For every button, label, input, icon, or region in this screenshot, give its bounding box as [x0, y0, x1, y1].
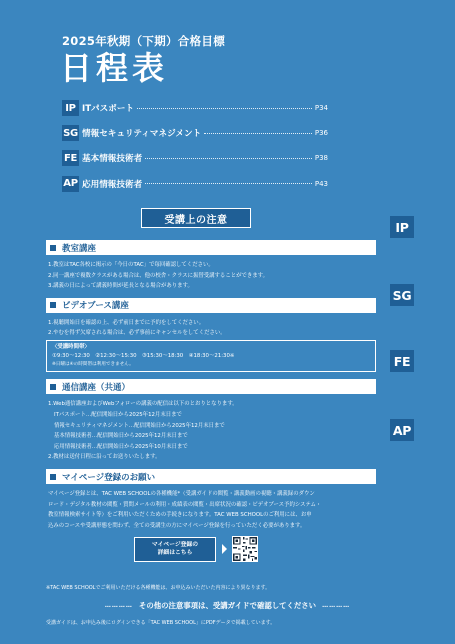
time-slot-box: [46, 340, 376, 373]
section-title: マイページ登録のお願い: [62, 472, 156, 483]
toc-code-badge: FE: [62, 150, 79, 166]
body-line: 基本情報技術者…配信開始日から2025年12月末日まで: [54, 433, 188, 440]
toc-page-number: P43: [314, 179, 328, 188]
body-line: ロード・デジタル教材の閲覧・質問メールの利用・成績表の閲覧・出席状況の確認・ビデオブース予約システム・: [48, 501, 322, 508]
section-header-videobooth: [46, 298, 376, 313]
toc-code-badge: AP: [62, 176, 79, 192]
toc-label: ITパスポート: [82, 104, 135, 114]
toc-label: 応用情報技術者: [82, 179, 143, 190]
toc-label: 情報セキュリティマネジメント: [82, 129, 202, 140]
button-label-line: マイページ登録の: [151, 542, 199, 549]
section-header-distance: [46, 379, 376, 394]
time-slot-list: ①9:30～12:30 ②12:30～15:30 ③15:30～18:30 ④18:30～21:30※: [52, 352, 235, 359]
time-slot-note: ※日曜は④の時間帯は利用できません。: [52, 361, 134, 367]
toc-item-ap[interactable]: [62, 174, 328, 194]
section-title: 通信講座（共通）: [62, 382, 131, 393]
toc-leader-dots: [204, 133, 312, 134]
side-tab-fe[interactable]: FE: [390, 350, 414, 372]
square-bullet-icon: [50, 384, 56, 390]
body-line: ITパスポート…配信開始日から2025年12月末日まで: [54, 412, 182, 419]
body-line: 2.教材は送付日程に沿ってお送りいたします。: [48, 454, 161, 461]
page-title: 日程表: [60, 49, 169, 87]
footer-notice-text: その他の注意事項は、受講ガイドで確認してください: [138, 601, 317, 610]
body-line: 応用情報技術者…配信開始日から2025年10月末日まで: [54, 443, 188, 450]
body-line: 1.視聴開始日を確認の上、必ず前日までに予約をしてください。: [48, 319, 205, 326]
body-line: 教室情報検索サイト等）をご利用いただくための手続きになります。TAC WEB SCHOOLのご利用には、お申: [48, 512, 312, 519]
section-header-mypage: [46, 469, 376, 484]
toc-item-sg[interactable]: [62, 123, 328, 143]
arrow-right-icon: [222, 544, 227, 554]
side-tab-ip[interactable]: IP: [390, 216, 414, 238]
time-slot-title: 〈受講時間帯〉: [52, 343, 90, 350]
toc-item-fe[interactable]: [62, 148, 328, 168]
leader-dots: …………: [322, 602, 351, 609]
mypage-link-row: [46, 536, 376, 562]
side-tab-sg[interactable]: SG: [390, 284, 414, 306]
section-title: 教室講座: [62, 243, 97, 254]
notice-content: [46, 240, 376, 562]
body-line: 3.講義の日によって講義時間が延長となる場合があります。: [48, 283, 193, 290]
toc-code-badge: IP: [62, 100, 79, 116]
page-subtitle: 2025年秋期（下期）合格目標: [62, 34, 226, 48]
toc-leader-dots: [145, 158, 312, 159]
toc-leader-dots: [137, 108, 312, 109]
notice-heading-box: 受講上の注意: [141, 208, 251, 228]
button-label-line: 詳細はこちら: [157, 550, 193, 557]
square-bullet-icon: [50, 245, 56, 251]
body-line: 込みのコースや受講形態を問わず、全ての受講生の方にマイページ登録を行っていただく必要があります。: [48, 522, 306, 529]
body-line: 2.同一講座で複数クラスがある場合は、他の校舎・クラスに振替受講することができます。: [48, 272, 269, 279]
body-line: 2.やむを得ず欠席される場合は、必ず事前にキャンセルをしてください。: [48, 330, 226, 337]
toc-page-number: P34: [314, 104, 328, 112]
toc-leader-dots: [145, 183, 312, 184]
toc-item-ip[interactable]: [62, 98, 328, 118]
table-of-contents: [62, 98, 328, 199]
side-tab-ap[interactable]: AP: [390, 419, 414, 441]
leader-dots: …………: [104, 602, 133, 609]
body-line: 1.教室はTAC各校に掲示の「今日のTAC」で毎回確認してください。: [48, 262, 214, 268]
body-line: 1.Web通信講座およびWebフォローの講義の配信は以下のとおりとなります。: [48, 401, 238, 408]
body-line: マイページ登録とは、TAC WEB SCHOOLの各種機能*（受講ガイドの閲覧・講義動画の視聴・講義録のダウン: [48, 491, 315, 498]
section-header-classroom: [46, 240, 376, 255]
footer-notice: [0, 600, 455, 611]
square-bullet-icon: [50, 474, 56, 480]
footnote-guide: 受講ガイドは、お申込み後にログインできる「TAC WEB SCHOOL」にPDFデータで掲載しています。: [46, 620, 276, 626]
toc-code-badge: SG: [62, 125, 79, 141]
toc-page-number: P36: [314, 129, 328, 138]
toc-page-number: P38: [314, 154, 328, 163]
qr-code-icon[interactable]: [232, 536, 258, 562]
section-title: ビデオブース講座: [62, 301, 129, 312]
body-line: 情報セキュリティマネジメント…配信開始日から2025年12月末日まで: [54, 422, 225, 429]
toc-label: 基本情報技術者: [82, 154, 143, 165]
square-bullet-icon: [50, 302, 56, 308]
mypage-details-button[interactable]: [134, 537, 216, 562]
footnote-features: ※TAC WEB SCHOOLでご利用いただける各種機能は、お申込みいただいた内容により異なります。: [46, 585, 271, 591]
